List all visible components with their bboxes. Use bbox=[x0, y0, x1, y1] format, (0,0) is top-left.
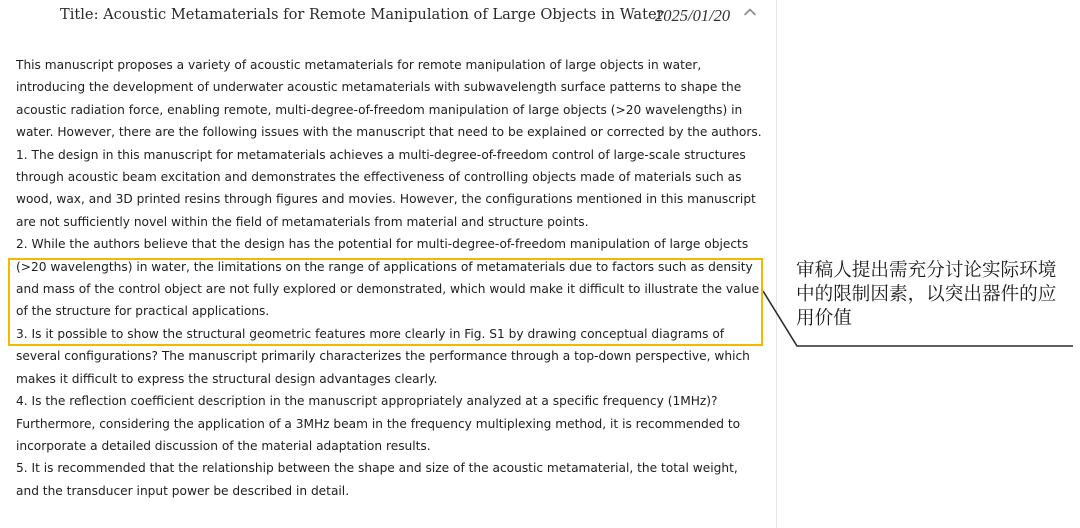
review-intro: This manuscript proposes a variety of acoustic metamaterials for remote manipulation of large objects in water, introducing the development of underwater acoustic metamaterials with subwavelength surface patterns to shape the acoustic radiation force, enabling remote, multi-degree-of-freedom manipulation of large objects (>20 wavelengths) in water. However, there are the following issues with the manuscript that need to be explained or corrected by the authors. bbox=[16, 58, 762, 140]
review-point-3: 3. Is it possible to show the structural geometric features more clearly in Fig. S1 by drawing conceptual diagrams of several configurations? The manuscript primarily characterizes the performance through a top-down perspective, which makes it difficult to express the structural design advantages clearly. bbox=[16, 326, 750, 386]
review-point-1: 1. The design in this manuscript for metamaterials achieves a multi-degree-of-freedom control of large-scale structures through acoustic beam excitation and demonstrates the effectiveness of controlling objects made of materials such as wood, wax, and 3D printed resins through figures and movies. However, the configurations mentioned in this manuscript are not sufficiently novel within the field of metamaterials from material and structure points. bbox=[16, 147, 756, 229]
chevron-up-icon[interactable] bbox=[743, 7, 757, 17]
review-point-4: 4. Is the reflection coefficient description in the manuscript appropriately analyzed at a specific frequency (1MHz)? Furthermore, considering the application of a 3MHz beam in the frequency multiplexing method, it is recommended to incorporate a detailed discussion of the material adaptation results. bbox=[16, 394, 741, 453]
manuscript-title: Title: Acoustic Metamaterials for Remote Manipulation of Large Objects in Water bbox=[60, 6, 664, 23]
highlight-box bbox=[8, 258, 763, 346]
review-date: 2025/01/20 bbox=[655, 6, 731, 25]
review-point-5: 5. It is recommended that the relationship between the shape and size of the acoustic metamaterial, the total weight, and the transducer input power be described in detail. bbox=[16, 461, 738, 498]
review-point-2: 2. While the authors believe that the design has the potential for multi-degree-of-freedom manipulation of large objects (>20 wavelengths) in water, the limitations on the range of applications of metamaterials due to factors such as density and mass of the control object are not fully explored or demonstrated, which would make it difficult to illustrate the value of the structure for practical applications. bbox=[16, 237, 760, 319]
annotation-note: 审稿人提出需充分讨论实际环境中的限制因素，以突出器件的应用价值 bbox=[796, 260, 1057, 329]
review-header[interactable] bbox=[0, 0, 776, 34]
